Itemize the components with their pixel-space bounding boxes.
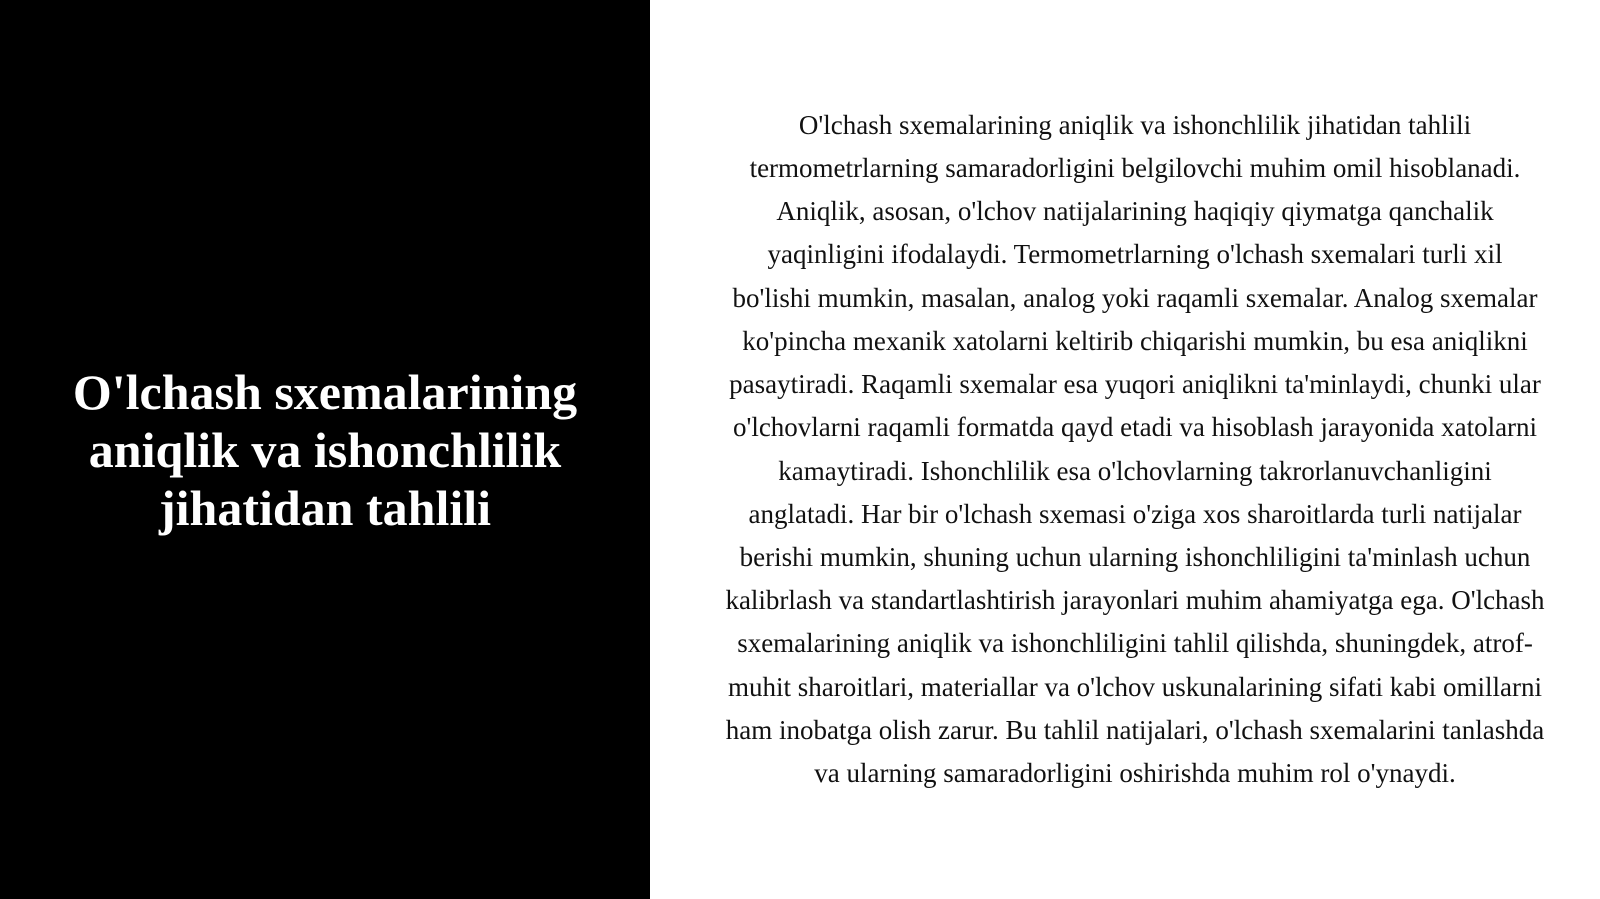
- slide-body-text: O'lchash sxemalarining aniqlik va ishonchlilik jihatidan tahlili termometrlarning samaradorligini belgilovchi muhim omil hisoblanadi. Aniqlik, asosan, o'lchov natijalarining haqiqiy qiymatga qanchalik yaqinligini ifodalaydi. Termometrlarning o'lchash sxemalari turli xil bo'lishi mumkin, masalan, analog yoki raqamli sxemalar. Analog sxemalar ko'pincha mexanik xatolarni keltirib chiqarishi mumkin, bu esa aniqlikni pasaytiradi. Raqamli sxemalar esa yuqori aniqlikni ta'minlaydi, chunki ular o'lchovlarni raqamli formatda qayd etadi va hisoblash jarayonida xatolarni kamaytiradi. Ishonchlilik esa o'lchovlarning takrorlanuvchanligini anglatadi. Har bir o'lchash sxemasi o'ziga xos sharoitlarda turli natijalar berishi mumkin, shuning uchun ularning ishonchliligini ta'minlash uchun kalibrlash va standartlashtirish jarayonlari muhim ahamiyatga ega. O'lchash sxemalarining aniqlik va ishonchliligini tahlil qilishda, shuningdek, atrof-muhit sharoitlari, materiallar va o'lchov uskunalarining sifati kabi omillarni ham inobatga olish zarur. Bu tahlil natijalari, o'lchash sxemalarini tanlashda va ularning samaradorligini oshirishda muhim rol o'ynaydi.: [725, 109, 1545, 788]
- content-panel: [650, 0, 1600, 899]
- slide-title: O'lchash sxemalarining aniqlik va ishonchlilik jihatidan tahlili: [72, 363, 578, 536]
- title-panel: [0, 0, 650, 899]
